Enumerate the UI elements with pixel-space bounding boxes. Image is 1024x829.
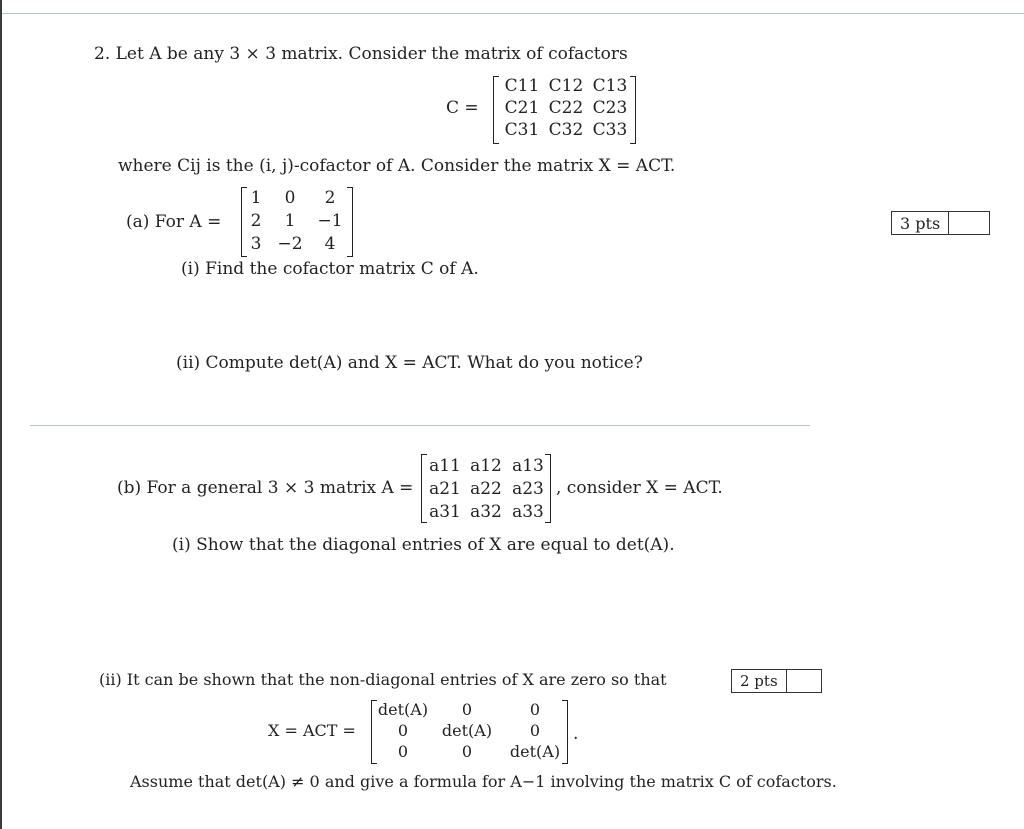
consider-text: , consider X = ACT. (556, 478, 723, 498)
matrix-cell: a13 (512, 456, 544, 476)
x-label: X = ACT = (268, 721, 356, 740)
matrix-cell: det(A) (509, 742, 561, 761)
matrix-cell: a11 (429, 456, 461, 476)
part-a-points-box (891, 211, 990, 235)
part-a-matrix (241, 187, 353, 257)
matrix-cell: C31 (504, 120, 540, 140)
matrix-cell: a12 (470, 456, 502, 476)
matrix-cell: 2 (324, 188, 336, 208)
general-matrix (421, 454, 551, 523)
part-b-question-ii: (ii) It can be shown that the non-diagonal entries of X are zero so that (99, 670, 667, 689)
matrix-cell: 0 (397, 742, 409, 761)
matrix-cell: a33 (512, 502, 544, 522)
matrix-cell: det(A) (377, 700, 429, 719)
points-label: 3 pts (892, 212, 949, 234)
matrix-cell: a32 (470, 502, 502, 522)
assume-text: Assume that det(A) ≠ 0 and give a formula for A−1 involving the matrix C of cofactors. (130, 772, 837, 791)
part-b-points-box (731, 669, 822, 693)
problem-intro: 2. Let A be any 3 × 3 matrix. Consider the matrix of cofactors (94, 44, 628, 64)
part-b-question-i: (i) Show that the diagonal entries of X are equal to det(A). (172, 535, 675, 555)
matrix-cell: C32 (548, 120, 584, 140)
period: . (573, 724, 579, 744)
matrix-cell: 1 (284, 211, 296, 231)
matrix-cell: C13 (592, 76, 628, 96)
page-left-border (0, 0, 2, 829)
part-b-label: (b) For a general 3 × 3 matrix A = (117, 478, 414, 498)
matrix-cell: a22 (470, 479, 502, 499)
top-divider (2, 13, 1024, 14)
score-entry-box[interactable] (787, 670, 821, 692)
matrix-cell: a31 (429, 502, 461, 522)
matrix-cell: 0 (461, 700, 473, 719)
matrix-cell: a23 (512, 479, 544, 499)
where-line: where Cij is the (i, j)-cofactor of A. Consider the matrix X = ACT. (118, 156, 676, 176)
matrix-cell: C33 (592, 120, 628, 140)
matrix-cell: det(A) (441, 721, 493, 740)
matrix-cell: −2 (277, 234, 303, 254)
matrix-cell: 0 (461, 742, 473, 761)
matrix-cell: C23 (592, 98, 628, 118)
score-entry-box[interactable] (949, 212, 989, 234)
matrix-cell: 1 (250, 188, 262, 208)
matrix-cell: 0 (397, 721, 409, 740)
points-label: 2 pts (732, 670, 787, 692)
c-label: C = (446, 98, 479, 118)
part-a-label: (a) For A = (126, 212, 222, 232)
matrix-cell: 3 (250, 234, 262, 254)
part-a-question-i: (i) Find the cofactor matrix C of A. (181, 259, 479, 279)
matrix-cell: 4 (324, 234, 336, 254)
matrix-cell: −1 (317, 211, 343, 231)
part-a-question-ii: (ii) Compute det(A) and X = ACT. What do you notice? (176, 353, 643, 373)
matrix-cell: 0 (284, 188, 296, 208)
result-matrix (371, 700, 568, 764)
cofactor-matrix (493, 76, 636, 144)
matrix-cell: 2 (250, 211, 262, 231)
matrix-cell: C12 (548, 76, 584, 96)
matrix-cell: C22 (548, 98, 584, 118)
matrix-cell: C11 (504, 76, 540, 96)
matrix-cell: 0 (529, 700, 541, 719)
matrix-cell: C21 (504, 98, 540, 118)
matrix-cell: 0 (529, 721, 541, 740)
section-divider (30, 425, 810, 426)
matrix-cell: a21 (429, 479, 461, 499)
